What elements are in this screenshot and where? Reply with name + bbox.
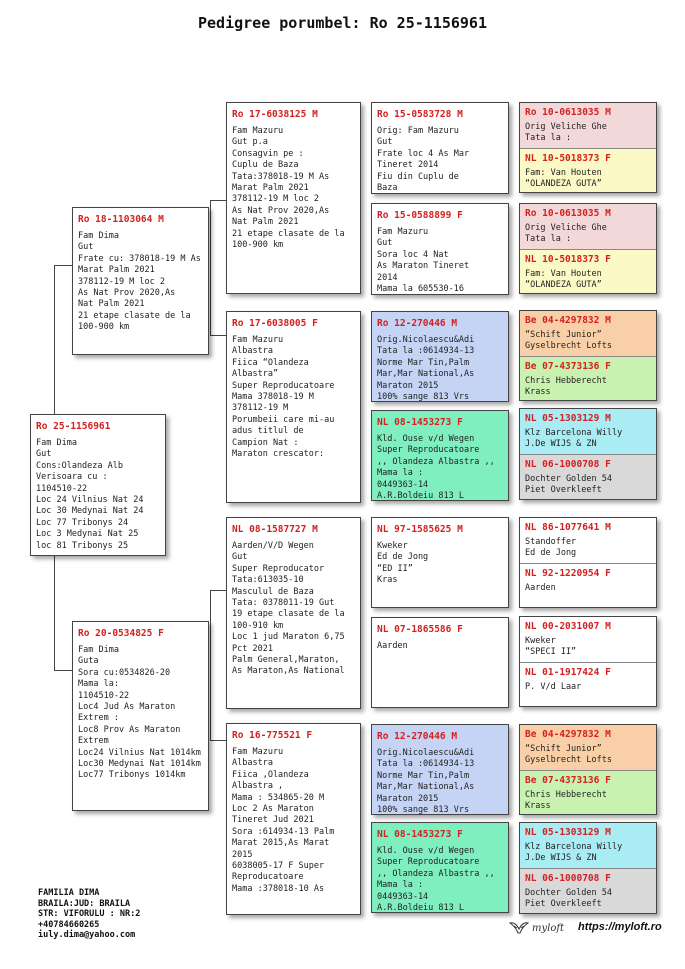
- connector-line: [210, 335, 226, 336]
- pigeon-ring-number: Be 07-4373136 F: [525, 360, 611, 372]
- pigeon-card-gen3[interactable]: [371, 822, 509, 913]
- pigeon-details: Fam Mazuru Albastra Fiica ,Olandeza Albastra , Mama : 534865-20 M Loc 2 As Maraton Tineret Jud 2021 Sora :614934-13 Palm Marat 2015,As Marat 2015 6038005-17 F Super Reproducatoare Mama :378018-10 As: [232, 747, 335, 894]
- website-link[interactable]: https://myloft.ro: [578, 921, 662, 933]
- pigeon-card-gen3[interactable]: [371, 617, 509, 708]
- pigeon-details: Chris Hebberecht Krass: [525, 375, 607, 397]
- pigeon-ring-number: NL 08-1453273 F: [377, 417, 463, 428]
- pigeon-details: Chris Hebberecht Krass: [525, 789, 607, 811]
- pigeon-ring-number: NL 01-1917424 F: [525, 666, 611, 678]
- pigeon-ring-number: Ro 20-0534825 F: [78, 628, 164, 639]
- pigeon-card-gen3[interactable]: [371, 203, 509, 295]
- pigeon-details: Orig Veliche Ghe Tata la :: [525, 122, 607, 144]
- pigeon-ring-number: Ro 17-6038125 M: [232, 109, 318, 120]
- pigeon-ring-number: Ro 25-1156961: [36, 421, 111, 432]
- pigeon-details: Fam Mazuru Gut Sora loc 4 Nat As Maraton Tineret 2014 Mama la 605530-16: [377, 227, 470, 295]
- pigeon-pair-male: [520, 204, 656, 249]
- pigeon-card-gen3[interactable]: [371, 517, 509, 608]
- pigeon-pair-male: [520, 725, 656, 770]
- pigeon-details: “Schift Junior” Gyselbrecht Lofts: [525, 330, 612, 352]
- pigeon-details: Kld. Ouse v/d Wegen Super Reproducatoare ,, Olandeza Albastra ,, Mama la : 0449363-14 A.R.Boldeiu 813 L: [377, 434, 495, 501]
- pigeon-ring-number: NL 06-1000708 F: [525, 459, 611, 470]
- pigeon-pair-card[interactable]: [519, 310, 657, 401]
- pigeon-ring-number: Be 07-4373136 F: [525, 774, 611, 786]
- pigeon-pair-male: [520, 409, 656, 454]
- pigeon-pair-male: [520, 103, 656, 148]
- pigeon-pair-card[interactable]: [519, 724, 657, 815]
- pigeon-ring-number: Ro 10-0613035 M: [525, 107, 611, 118]
- pigeon-ring-number: NL 86-1077641 M: [525, 522, 611, 533]
- pigeon-details: Orig: Fam Mazuru Gut Frate loc 4 As Mar Tineret 2014 Fiu din Cuplu de Baza: [377, 126, 470, 194]
- pigeon-card-sire[interactable]: [72, 207, 209, 355]
- pigeon-details: Klz Barcelona Willy J.De WIJS & ZN: [525, 428, 623, 450]
- myloft-logo: [508, 920, 564, 936]
- pigeon-details: Fam Dima Guta Sora cu:0534826-20 Mama la: 1104510-22 Loc4 Jud As Maraton Extrem : Loc8 Prov As Maraton Extrem Loc24 Vilnius Nat 1014km Loc30 Medynai Nat 1014km Loc77 Tribonys 1014km: [78, 645, 201, 781]
- pigeon-details: Orig.Nicolaescu&Adi Tata la :0614934-13 Norme Mar Tin,Palm Mar,Mar National,As Maraton 2015 100% sange 813 Vrs: [377, 335, 475, 402]
- pigeon-pair-male: [520, 617, 656, 662]
- pigeon-ring-number: Ro 15-0588899 F: [377, 210, 463, 221]
- pigeon-details: Aarden: [377, 641, 408, 651]
- pigeon-ring-number: NL 07-1865586 F: [377, 624, 463, 635]
- pigeon-pair-male: [520, 311, 656, 356]
- pigeon-pair-card[interactable]: [519, 203, 657, 294]
- pigeon-ring-number: Ro 16-775521 F: [232, 730, 313, 741]
- pigeon-pair-card[interactable]: [519, 102, 657, 193]
- pigeon-card-gen3[interactable]: [371, 102, 509, 194]
- pigeon-details: Dochter Golden 54 Piet Overkleeft: [525, 888, 612, 910]
- pigeon-details: Fam: Van Houten “OLANDEZA GUTA”: [525, 167, 602, 189]
- pigeon-details: Fam Mazuru Albastra Fiica “Olandeza Albastra” Super Reproducatoare Mama 378018-19 M 378112-19 M Porumbeii care mi-au adus titlul de Campion Nat : Maraton crescator:: [232, 335, 335, 460]
- pigeon-logo-icon: [508, 920, 530, 936]
- pigeon-ring-number: NL 92-1220954 F: [525, 567, 611, 579]
- pigeon-details: Orig Veliche Ghe Tata la :: [525, 223, 607, 245]
- pigeon-ring-number: Ro 10-0613035 M: [525, 208, 611, 219]
- pigeon-card-gen2[interactable]: [226, 102, 361, 294]
- pigeon-ring-number: Ro 12-270446 M: [377, 318, 458, 329]
- pigeon-details: Fam Dima Gut Cons:Olandeza Alb Verisoara cu : 1104510-22 Loc 24 Vilnius Nat 24 Loc 30 Medynai Nat 24 Loc 77 Tribonys 24 Loc 3 Medynai Nat 25 loc 81 Tribonys 25: [36, 438, 144, 551]
- connector-line: [54, 555, 55, 670]
- pigeon-pair-card[interactable]: [519, 408, 657, 500]
- pigeon-card-gen3[interactable]: [371, 311, 509, 402]
- pigeon-card-dam[interactable]: [72, 621, 209, 811]
- pigeon-card-gen2[interactable]: [226, 723, 361, 915]
- pigeon-ring-number: NL 06-1000708 F: [525, 873, 611, 884]
- page-title: Pedigree porumbel: Ro 25-1156961: [198, 14, 487, 32]
- connector-line: [54, 265, 72, 266]
- owner-contact-info: FAMILIA DIMA BRAILA:JUD: BRAILA STR: VIFORULU : NR:2 +40784660265 iuly.dima@yahoo.com: [38, 888, 141, 940]
- pigeon-pair-card[interactable]: [519, 517, 657, 608]
- pigeon-details: Kweker Ed de Jong “ED II” Kras: [377, 541, 429, 586]
- pigeon-ring-number: NL 97-1585625 M: [377, 524, 463, 535]
- pigeon-pair-male: [520, 518, 656, 563]
- pigeon-pair-female: [520, 454, 656, 499]
- pigeon-ring-number: Ro 17-6038005 F: [232, 318, 318, 329]
- pigeon-details: P. V/d Laar: [525, 681, 582, 692]
- pigeon-ring-number: NL 05-1303129 M: [525, 827, 611, 838]
- pigeon-pair-female: [520, 249, 656, 294]
- pigeon-pair-female: [520, 770, 656, 815]
- pigeon-ring-number: NL 10-5018373 F: [525, 152, 611, 164]
- pigeon-pair-card[interactable]: [519, 616, 657, 707]
- pigeon-details: Kweker “SPECI II”: [525, 636, 577, 658]
- pigeon-ring-number: NL 05-1303129 M: [525, 413, 611, 424]
- pigeon-pair-female: [520, 868, 656, 913]
- pigeon-ring-number: NL 08-1587727 M: [232, 524, 318, 535]
- pigeon-details: Standoffer Ed de Jong: [525, 537, 577, 559]
- connector-line: [210, 200, 226, 201]
- pigeon-details: Fam: Van Houten “OLANDEZA GUTA”: [525, 268, 602, 290]
- pigeon-pair-female: [520, 563, 656, 608]
- pigeon-ring-number: Ro 18-1103064 M: [78, 214, 164, 225]
- pigeon-card-gen3[interactable]: [371, 724, 509, 815]
- pigeon-ring-number: Ro 15-0583728 M: [377, 109, 463, 120]
- pigeon-pair-female: [520, 356, 656, 401]
- pigeon-details: Orig.Nicolaescu&Adi Tata la :0614934-13 Norme Mar Tin,Palm Mar,Mar National,As Maraton 2015 100% sange 813 Vrs: [377, 748, 475, 815]
- pigeon-card-subject[interactable]: [30, 414, 166, 556]
- pigeon-details: Fam Mazuru Gut p.a Consagvin pe : Cuplu de Baza Tata:378018-19 M As Marat Palm 2021 378112-19 M loc 2 As Nat Prov 2020,As Nat Palm 2021 21 etape clasate de la 100-900 km: [232, 126, 345, 251]
- connector-line: [54, 670, 72, 671]
- pigeon-details: Kld. Ouse v/d Wegen Super Reproducatoare ,, Olandeza Albastra ,, Mama la : 0449363-14 A.R.Boldeiu 813 L: [377, 846, 495, 913]
- pigeon-details: Aarden: [525, 582, 556, 593]
- pigeon-card-gen3[interactable]: [371, 410, 509, 501]
- connector-line: [210, 590, 211, 740]
- connector-line: [210, 740, 226, 741]
- pigeon-card-gen2[interactable]: [226, 311, 361, 503]
- pigeon-pair-card[interactable]: [519, 822, 657, 914]
- pigeon-pair-female: [520, 662, 656, 707]
- pigeon-ring-number: Be 04-4297832 M: [525, 729, 611, 740]
- connector-line: [54, 265, 55, 415]
- pigeon-details: Fam Dima Gut Frate cu: 378018-19 M As Marat Palm 2021 378112-19 M loc 2 As Nat Prov 2020,As Nat Palm 2021 21 etape clasate de la 100-900 km: [78, 231, 201, 333]
- pigeon-pair-male: [520, 823, 656, 868]
- logo-text: myloft: [532, 922, 565, 934]
- connector-line: [210, 200, 211, 335]
- connector-line: [210, 590, 226, 591]
- pigeon-ring-number: NL 00-2031007 M: [525, 621, 611, 632]
- pigeon-ring-number: Be 04-4297832 M: [525, 315, 611, 326]
- pigeon-card-gen2[interactable]: [226, 517, 361, 709]
- pigeon-details: Klz Barcelona Willy J.De WIJS & ZN: [525, 842, 623, 864]
- pigeon-details: Dochter Golden 54 Piet Overkleeft: [525, 474, 612, 496]
- pigeon-pair-female: [520, 148, 656, 193]
- pigeon-details: “Schift Junior” Gyselbrecht Lofts: [525, 744, 612, 766]
- pigeon-ring-number: NL 10-5018373 F: [525, 253, 611, 265]
- pigeon-details: Aarden/V/D Wegen Gut Super Reproducator Tata:613035-10 Masculul de Baza Tata: 0378011-19 Gut 19 etape clasate de la 100-910 km Loc 1 jud Maraton 6,75 Pct 2021 Palm General,Maraton, As Maraton,As National: [232, 541, 345, 677]
- pigeon-ring-number: NL 08-1453273 F: [377, 829, 463, 840]
- pigeon-ring-number: Ro 12-270446 M: [377, 731, 458, 742]
